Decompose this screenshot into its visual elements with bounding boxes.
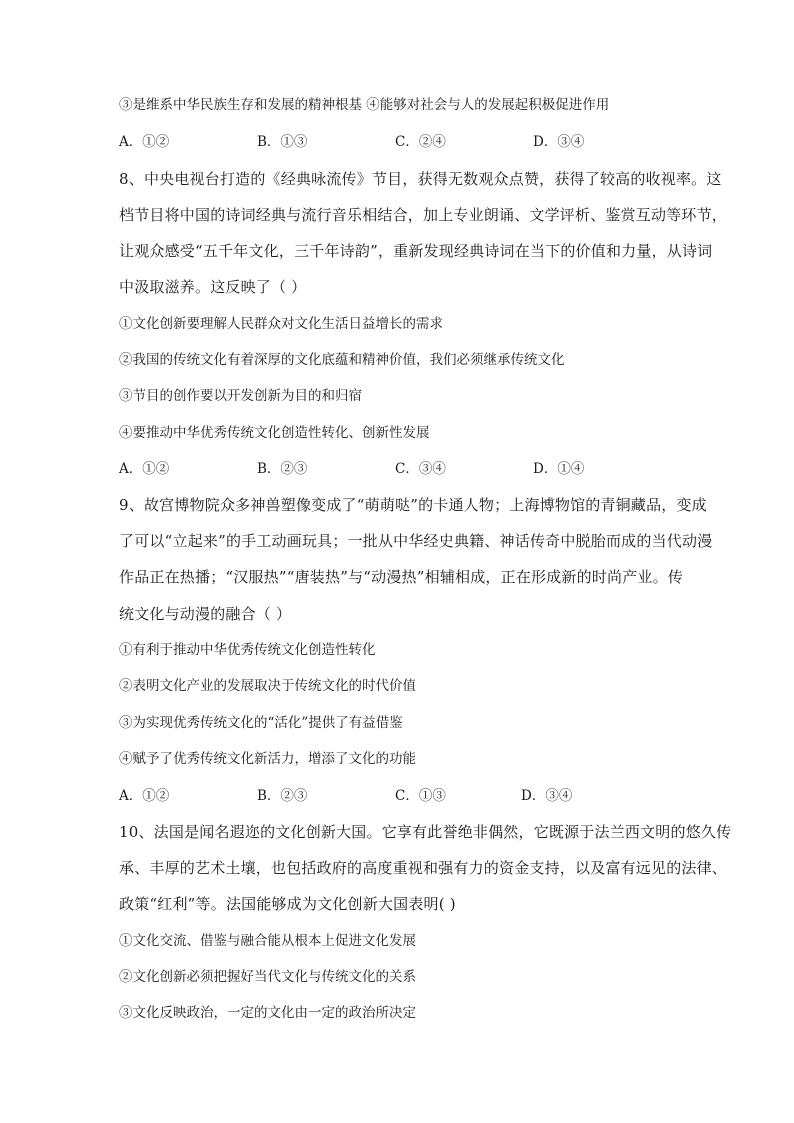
q10-stem-line-2: 承、丰厚的艺术土壤，也包括政府的高度重视和强有力的资金支持，以及富有远见的法律、 — [119, 859, 728, 877]
q9-option-a: A．①② — [119, 788, 170, 804]
q8-stem-line-2: 档节目将中国的诗词经典与流行音乐相结合，加上专业朗诵、文学评析、鉴赏互动等环节， — [119, 206, 728, 224]
q9-stem-line-4: 统文化与动漫的融合（ ） — [119, 605, 292, 623]
q8-stem-line-4: 中汲取滋养。这反映了（ ） — [119, 278, 307, 296]
q10-statement-1: ①文化交流、借鉴与融合能从根本上促进文化发展 — [119, 933, 416, 949]
q8-stem-line-3: 让观众感受“五千年文化，三千年诗韵”，重新发现经典诗词在当下的价值和力量，从诗词 — [119, 242, 713, 260]
q8-stem-line-1: 8、中央电视台打造的《经典咏流传》节目，获得无数观众点赞，获得了较高的收视率。这 — [119, 170, 722, 188]
prev-option-b: B．①③ — [257, 134, 308, 150]
q9-stem-line-1: 9、故宫博物院众多神兽塑像变成了“萌萌哒”的卡通人物；上海博物馆的青铜藏品，变成 — [119, 496, 707, 514]
prev-option-a: A．①② — [119, 134, 170, 150]
q8-statement-3: ③节目的创作要以开发创新为目的和归宿 — [119, 388, 362, 404]
prev-option-c: C．②④ — [395, 134, 446, 150]
q9-option-b: B．②③ — [257, 788, 308, 804]
q8-option-c: C．③④ — [395, 461, 446, 477]
q10-statement-3: ③文化反映政治，一定的文化由一定的政治所决定 — [119, 1005, 416, 1021]
q8-statement-4: ④要推动中华优秀传统文化创造性转化、创新性发展 — [119, 425, 430, 441]
q9-stem-line-2: 了可以“立起来”的手工动画玩具；一批从中华经史典籍、神话传奇中脱胎而成的当代动漫 — [119, 532, 713, 550]
q9-statement-2: ②表明文化产业的发展取决于传统文化的时代价值 — [119, 678, 416, 694]
q8-options — [119, 459, 679, 479]
q8-statement-2: ②我国的传统文化有着深厚的文化底蕴和精神价值，我们必须继承传统文化 — [119, 352, 565, 368]
q8-option-a: A．①② — [119, 461, 170, 477]
q10-stem-line-1: 10、法国是闻名遐迩的文化创新大国。它享有此誉绝非偶然，它既源于法兰西文明的悠久传 — [119, 823, 732, 841]
q8-statement-1: ①文化创新要理解人民群众对文化生活日益增长的需求 — [119, 316, 443, 332]
q9-option-d: D．③④ — [521, 788, 573, 804]
q9-options — [119, 786, 679, 806]
prev-statement-tail: ③是维系中华民族生存和发展的精神根基 ④能够对社会与人的发展起积极促进作用 — [119, 97, 610, 113]
prev-option-d: D．③④ — [533, 134, 585, 150]
q9-option-c: C．①③ — [395, 788, 446, 804]
q9-stem-line-3: 作品正在热播；“汉服热”“唐装热”与“动漫热”相辅相成，正在形成新的时尚产业。传 — [119, 568, 684, 586]
q9-statement-1: ①有利于推动中华优秀传统文化创造性转化 — [119, 642, 376, 658]
q10-stem-line-3: 政策“红利”等。法国能够成为文化创新大国表明( ) — [119, 895, 456, 913]
q8-option-b: B．②③ — [257, 461, 308, 477]
q9-statement-3: ③为实现优秀传统文化的“活化”提供了有益借鉴 — [119, 715, 403, 731]
q8-option-d: D．①④ — [533, 461, 585, 477]
q9-statement-4: ④赋予了优秀传统文化新活力，增添了文化的功能 — [119, 751, 416, 767]
prev-options — [119, 132, 679, 152]
q10-statement-2: ②文化创新必须把握好当代文化与传统文化的关系 — [119, 969, 416, 985]
